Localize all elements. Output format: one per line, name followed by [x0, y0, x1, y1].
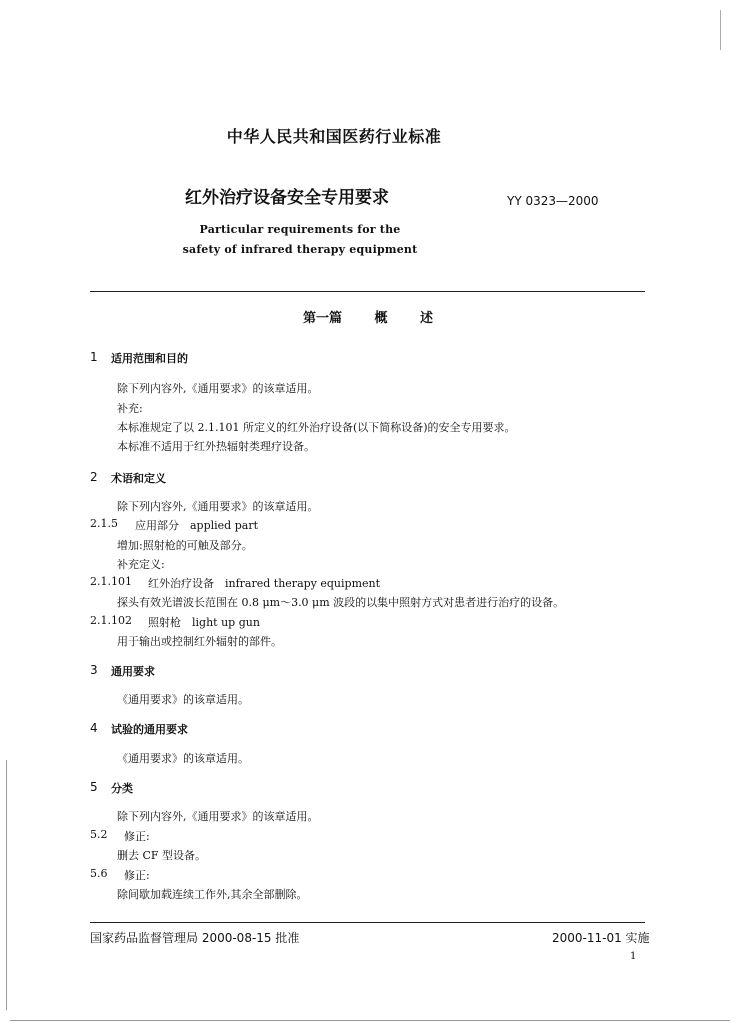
clause-2-1-101-title: 红外治疗设备 infrared therapy equipment: [148, 577, 381, 590]
document-title-en-line1: Particular requirements for the: [199, 223, 401, 236]
clause-2-1-5-number: 2.1.5: [90, 517, 118, 530]
scan-edge-right: [720, 10, 721, 50]
section-5-number: 5: [90, 780, 98, 794]
clause-2-1-101-number: 2.1.101: [90, 575, 132, 588]
approval-note: 国家药品监督管理局 2000-08-15 批准: [90, 931, 300, 945]
clause-5-6-number: 5.6: [90, 867, 108, 880]
part-word-2: 述: [420, 311, 434, 326]
header-divider: [90, 291, 645, 292]
scan-edge-bottom: [10, 1020, 730, 1021]
scan-edge-left: [6, 760, 7, 1010]
document-title-cn: 红外治疗设备安全专用要求: [185, 188, 389, 208]
section-1-title: 适用范围和目的: [111, 352, 188, 365]
clause-2-1-5-line: 增加:照射枪的可触及部分。: [117, 539, 253, 552]
standard-number: YY 0323—2000: [507, 194, 599, 208]
section-3-number: 3: [90, 663, 98, 677]
clause-5-6-text: 除间歇加载连续工作外,其余全部删除。: [117, 888, 308, 901]
section-5-title: 分类: [111, 782, 133, 795]
clause-2-1-5-title: 应用部分 applied part: [135, 519, 259, 532]
section-4-title: 试验的通用要求: [111, 723, 188, 736]
clause-2-1-102-text: 用于输出或控制红外辐射的部件。: [117, 635, 282, 648]
section-1-line: 本标准规定了以 2.1.101 所定义的红外治疗设备(以下简称设备)的安全专用要求。: [117, 421, 516, 434]
document-title-en-line2: safety of infrared therapy equipment: [182, 243, 418, 256]
clause-2-1-102-number: 2.1.102: [90, 614, 132, 627]
section-2-line: 除下列内容外,《通用要求》的该章适用。: [117, 500, 319, 513]
section-1-number: 1: [90, 350, 98, 364]
clause-5-6-title: 修正:: [124, 869, 150, 882]
section-4-line: 《通用要求》的该章适用。: [117, 752, 249, 765]
section-3-line: 《通用要求》的该章适用。: [117, 693, 249, 706]
clause-5-2-number: 5.2: [90, 828, 108, 841]
section-5-line: 除下列内容外,《通用要求》的该章适用。: [117, 810, 319, 823]
section-1-line: 除下列内容外,《通用要求》的该章适用。: [117, 382, 319, 395]
part-label: 第一篇: [302, 311, 342, 326]
part-heading: [0, 307, 736, 326]
section-2-number: 2: [90, 470, 98, 484]
footer-divider: [90, 922, 645, 923]
part-word-1: 概: [374, 311, 388, 326]
clause-5-2-title: 修正:: [124, 830, 150, 843]
section-4-number: 4: [90, 721, 98, 735]
issuing-organization: 中华人民共和国医药行业标准: [226, 127, 442, 146]
section-3-title: 通用要求: [111, 665, 155, 678]
section-1-line: 补充:: [117, 402, 143, 415]
page-number: 1: [630, 951, 637, 962]
clause-2-1-102-title: 照射枪 light up gun: [148, 616, 260, 629]
section-1-line: 本标准不适用于红外热辐射类理疗设备。: [117, 440, 315, 453]
clause-5-2-text: 删去 CF 型设备。: [117, 849, 207, 862]
implementation-date: 2000-11-01 实施: [552, 931, 650, 945]
clause-2-1-5-line: 补充定义:: [117, 558, 165, 571]
section-2-title: 术语和定义: [111, 472, 166, 485]
clause-2-1-101-text: 探头有效光谱波长范围在 0.8 μm～3.0 μm 波段的以集中照射方式对患者进行治疗的设备。: [117, 596, 565, 609]
